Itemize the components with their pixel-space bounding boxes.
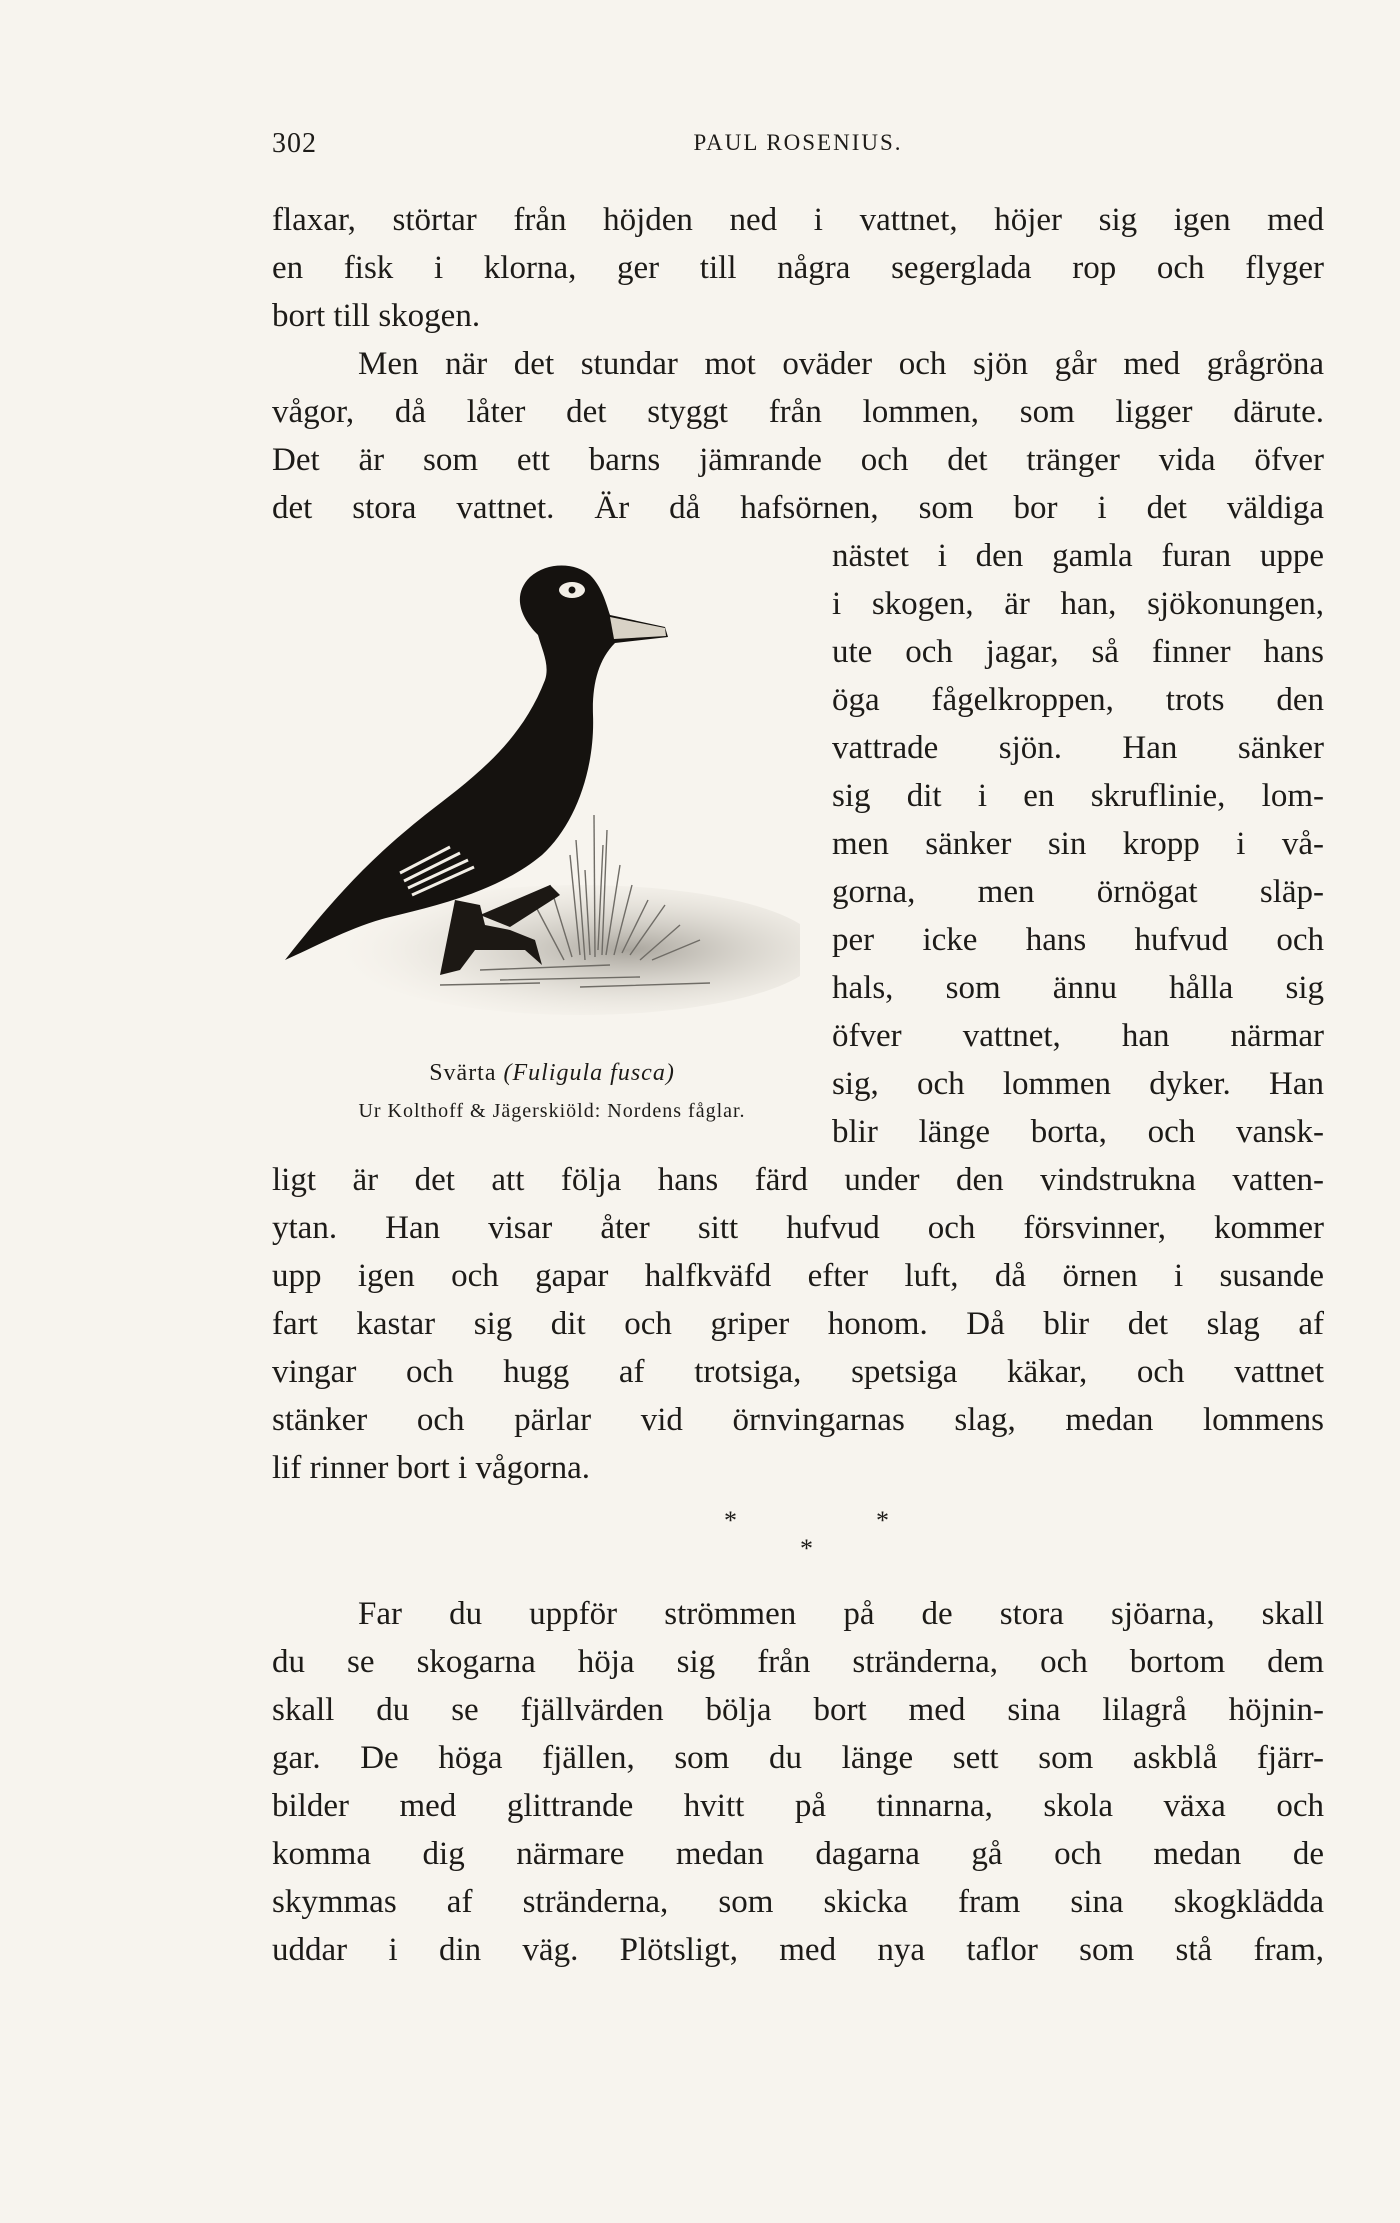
text-line: uddar i din väg. Plötsligt, med nya taflor som stå fram, — [272, 1932, 1324, 1968]
text-line: bilder med glittrande hvitt på tinnarna, skola växa och — [272, 1788, 1324, 1824]
text-line: nästet i den gamla furan uppe — [832, 538, 1324, 574]
velvet-scoter-illustration — [280, 555, 800, 1030]
text-line: stänker och pärlar vid örnvingarnas slag, medan lommens — [272, 1402, 1324, 1438]
figure-caption — [272, 1060, 832, 1087]
text-line: skymmas af stränderna, som skicka fram sina skogklädda — [272, 1884, 1324, 1920]
text-line: lif rinner bort i vågorna. — [272, 1450, 590, 1486]
text-line: skall du se fjällvärden bölja bort med sina lilagrå höjnin- — [272, 1692, 1324, 1728]
text-line: Men när det stundar mot oväder och sjön går med grågröna — [358, 346, 1324, 382]
text-line: ute och jagar, så finner hans — [832, 634, 1324, 670]
text-line: ligt är det att följa hans färd under den vindstrukna vatten- — [272, 1162, 1324, 1198]
text-line: du se skogarna höja sig från stränderna, och bortom dem — [272, 1644, 1324, 1680]
text-line: ytan. Han visar åter sitt hufvud och försvinner, kommer — [272, 1210, 1324, 1246]
text-line: öga fågelkroppen, trots den — [832, 682, 1324, 718]
text-line: komma dig närmare medan dagarna gå och medan de — [272, 1836, 1324, 1872]
text-line: hals, som ännu hålla sig — [832, 970, 1324, 1006]
text-line: bort till skogen. — [272, 298, 481, 334]
text-line: fart kastar sig dit och griper honom. Då blir det slag af — [272, 1306, 1324, 1342]
text-line: sig, och lommen dyker. Han — [832, 1066, 1324, 1102]
text-line: gorna, men örnögat släp- — [832, 874, 1324, 910]
text-line: vingar och hugg af trotsiga, spetsiga käkar, och vattnet — [272, 1354, 1324, 1390]
text-line: sig dit i en skruflinie, lom- — [832, 778, 1324, 814]
text-line: det stora vattnet. Är då hafsörnen, som bor i det väldiga — [272, 490, 1324, 526]
bird-eye — [569, 587, 576, 594]
caption-name: Svärta — [429, 1060, 497, 1086]
text-line: Det är som ett barns jämrande och det tränger vida öfver — [272, 442, 1324, 478]
text-line: öfver vattnet, han närmar — [832, 1018, 1324, 1054]
bird-bill — [610, 617, 666, 639]
text-line: per icke hans hufvud och — [832, 922, 1324, 958]
caption-latin: (Fuligula fusca) — [503, 1060, 675, 1086]
text-line: vågor, då låter det styggt från lommen, som ligger därute. — [272, 394, 1324, 430]
text-line: gar. De höga fjällen, som du länge sett som askblå fjärr- — [272, 1740, 1324, 1776]
text-line: vattrade sjön. Han sänker — [832, 730, 1324, 766]
text-line: blir länge borta, och vansk- — [832, 1114, 1324, 1150]
separator-asterisk: * — [724, 1506, 737, 1535]
running-title: PAUL ROSENIUS. — [693, 130, 903, 155]
running-head — [272, 128, 1324, 168]
text-line: upp igen och gapar halfkväfd efter luft, då örnen i susande — [272, 1258, 1324, 1294]
section-separator — [700, 1506, 900, 1566]
text-line: Far du uppför strömmen på de stora sjöarna, skall — [358, 1596, 1324, 1632]
page-number: 302 — [272, 128, 317, 159]
separator-asterisk: * — [876, 1506, 889, 1535]
text-line: i skogen, är han, sjökonungen, — [832, 586, 1324, 622]
text-line: en fisk i klorna, ger till några segerglada rop och flyger — [272, 250, 1324, 286]
figure-source: Ur Kolthoff & Jägerskiöld: Nordens fåglar. — [358, 1100, 746, 1122]
separator-asterisk: * — [800, 1534, 813, 1563]
text-line: flaxar, störtar från höjden ned i vattnet, höjer sig igen med — [272, 202, 1324, 238]
text-line: men sänker sin kropp i vå- — [832, 826, 1324, 862]
